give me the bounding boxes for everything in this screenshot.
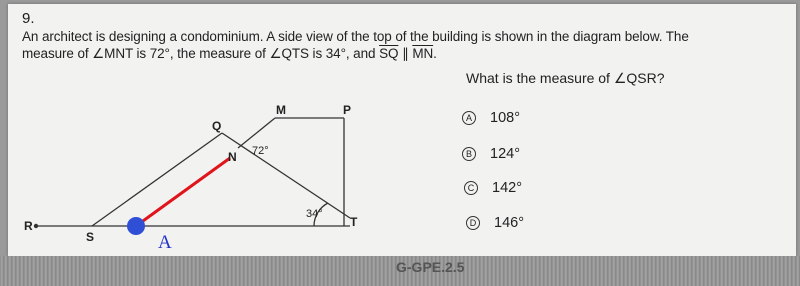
label-r: R: [24, 219, 33, 233]
label-t: T: [350, 215, 358, 229]
annotation-a: A: [158, 232, 172, 253]
standard-code: G-GPE.2.5: [396, 259, 465, 275]
choice-b-bubble[interactable]: B: [462, 147, 476, 161]
angle-qts-label: 34°: [306, 208, 323, 220]
choice-c-text: 142°: [492, 180, 522, 196]
label-s: S: [86, 230, 95, 244]
segment-sq: $\overline{SQ}$: [379, 46, 399, 61]
label-q: Q: [212, 119, 222, 133]
choice-a-text: 108°: [490, 110, 520, 126]
label-p: P: [343, 103, 352, 117]
point-r: [34, 224, 38, 228]
choice-c-bubble[interactable]: C: [464, 181, 478, 195]
stem-period: .: [433, 46, 437, 61]
stem-line-2: measure of ∠MNT is 72°, the measure of ∠QTS is 34°, and: [22, 46, 380, 61]
stem-line-1: An architect is designing a condominium. A side view of the top of the building is shown in the diagram below. The: [22, 29, 689, 44]
blue-dot: [127, 217, 145, 235]
choice-d-bubble[interactable]: D: [466, 216, 480, 230]
question-number: 9.: [22, 10, 35, 27]
segment-mn: $\overline{MN}$: [412, 46, 434, 61]
line-nm: [238, 118, 275, 148]
choice-b-text: 124°: [490, 146, 520, 162]
question-prompt: What is the measure of ∠QSR?: [466, 70, 665, 86]
label-n: N: [228, 150, 237, 164]
label-m: M: [276, 103, 286, 117]
choice-a-bubble[interactable]: A: [462, 111, 476, 125]
parallel-symbol: ∥: [398, 46, 413, 61]
angle-mnt-label: 72°: [252, 145, 269, 157]
choice-d-text: 146°: [494, 215, 524, 231]
red-segment: [136, 158, 230, 226]
